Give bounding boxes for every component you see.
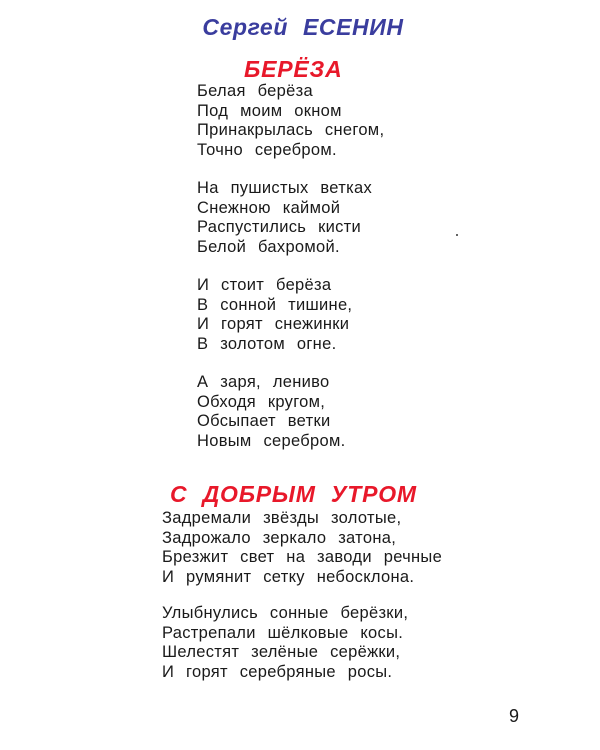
verse-line: Обходя кругом, — [197, 392, 326, 411]
verse-line: Задремали звёзды золотые, — [162, 509, 402, 527]
verse-line: И горят серебряные росы. — [162, 662, 393, 681]
verse-line: Брезжит свет на заводи речные — [162, 548, 443, 566]
poem-title-bereza: БЕРЁЗА — [244, 56, 343, 82]
verse-line: И румянит сетку небосклона. — [162, 567, 415, 586]
verse-line: А заря, лениво — [197, 373, 330, 391]
verse-line: Шелестят зелёные серёжки, — [162, 643, 401, 661]
verse-line: Распустились кисти — [197, 218, 362, 236]
print-speck — [456, 234, 458, 236]
verse-line: В золотом огне. — [197, 334, 337, 353]
verse-line: Точно серебром. — [197, 140, 337, 159]
stanza — [162, 509, 442, 587]
verse-line: Белая берёза — [197, 82, 313, 100]
verse-line: Белой бахромой. — [197, 237, 340, 256]
verse-line: Новым серебром. — [197, 431, 346, 450]
verse-line: На пушистых ветках — [197, 179, 372, 197]
verse-line: Растрепали шёлковые косы. — [162, 623, 404, 642]
verse-line: В сонной тишине, — [197, 295, 353, 314]
stanza — [197, 82, 384, 160]
verse-line: Улыбнулись сонные берёзки, — [162, 604, 409, 622]
verse-line: Задрожало зеркало затона, — [162, 528, 397, 547]
verse-line: И стоит берёза — [197, 276, 332, 294]
verse-line: Обсыпает ветки — [197, 412, 331, 430]
stanza — [197, 373, 345, 451]
poem-title-s-dobrym-utrom: С ДОБРЫМ УТРОМ — [170, 481, 417, 507]
verse-line: Под моим окном — [197, 101, 342, 120]
stanza — [197, 276, 352, 354]
stanza — [162, 604, 408, 682]
page-number: 9 — [509, 706, 520, 726]
verse-line: И горят снежинки — [197, 315, 350, 333]
stanza — [197, 179, 372, 257]
verse-line: Принакрылась снегом, — [197, 121, 385, 139]
author-name: Сергей ЕСЕНИН — [202, 14, 404, 40]
verse-line: Снежною каймой — [197, 198, 341, 217]
